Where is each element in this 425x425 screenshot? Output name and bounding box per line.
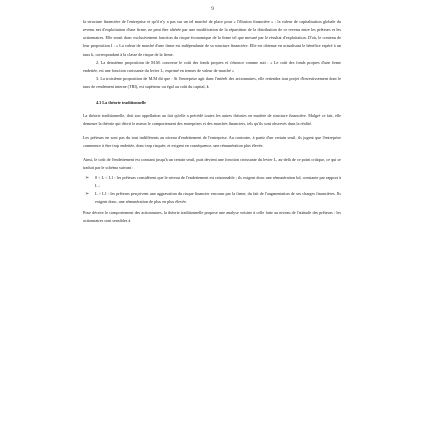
arrow-bullet-icon: ➢ (85, 190, 90, 197)
paragraph-traditional-theory: La théorie traditionnelle, doit son appellation au fait qu'elle a précédé toutes les autres théories en matière de structure financière. Malgré ce fait, elle demeure la théorie qui décrit le mieux le comportement des entreprises et des marchés financiers, tels qu'ils sont observés dans la réalité. (83, 112, 341, 126)
spacer (83, 91, 341, 97)
bullet-item (83, 174, 341, 190)
bullet-text: L > L1 : les prêteurs perçoivent une aggravation du risque financier encouru par la firme, du fait de l'augmentation de ses charges financières. Ils exigent donc, une rémunération de plus en plus élevée. (95, 190, 341, 204)
page-number: 9 (211, 6, 214, 12)
paragraph-shareholders: Pour décrire le comportement des actionnaires, la théorie traditionnelle propose une analyse voisine à celle faite au niveau de l'attitude des prêteurs : les actionnaires sont sensibles à (83, 210, 341, 224)
paragraph-mm-proposition-3: 3. La troisième proposition de M.M dit que : Si l'entreprise agit dans l'intérêt des actionnaires, elle retiendra tout projet d'investissement dont le taux de rendement interne (TRI), est supérieur ou égal au coût du capital, k (83, 76, 341, 90)
paragraph-lenders: Les prêteurs ne sont pas du tout indifférents au niveau d'endettement de l'entreprise. Au contraire, à partir d'un certain seuil, ils jugent que l'entreprise commence à être trop endettée, donc trop risquée, et exigent en conséquence, une rémunération plus élevée. (83, 134, 341, 149)
section-heading: 4.3 La théorie traditionnelle (96, 100, 147, 106)
page-body (83, 18, 341, 225)
bullet-list (83, 174, 341, 207)
paragraph-mm-proposition-2: 2. La deuxième proposition de M.M. concerne le coût des fonds propres et s'énonce comme suit : « Le coût des fonds propres d'une firme endettée, est une fonction croissante du levier L, exprimé en termes de valeur de marché » (83, 59, 341, 73)
arrow-bullet-icon: ➢ (85, 174, 90, 181)
bullet-text: 0 < L < L1 : les prêteurs considèrent que le niveau de l'endettement est raisonnable ; ils exigent donc une rémunération kd, constante par rapport à L ; (95, 174, 341, 188)
paragraph-mm-proposition-1: la structure financière de l'entreprise et qu'il n'y a pas sur un tel marché de place pour « l'illusion financière » : la valeur de capitalisation globale du revenu net d'exploitation d'une firme, ne peut être altérée par une modification de la répartition de la distribution de ce revenu entre les prêteurs et les actionnaires. Elle serait donc exclusivement fonction du risque économique de la firme tel que mesuré par le résultat d'exploitation. D'où, le contenu de leur proposition I : « La valeur de marché d'une firme est indépendante de sa structure financière. Elle est obtenue en actualisant le bénéfice espéré à un taux k, correspondant à la classe de risque de la firme. (83, 19, 341, 57)
paragraph-debt-cost: Ainsi, le coût de l'endettement est constant jusqu'à un certain seuil, puis devient une fonction croissante du levier L, au-delà de ce point critique, ce qui se traduit par le schéma suivant : (83, 157, 341, 171)
bullet-item (83, 190, 341, 206)
